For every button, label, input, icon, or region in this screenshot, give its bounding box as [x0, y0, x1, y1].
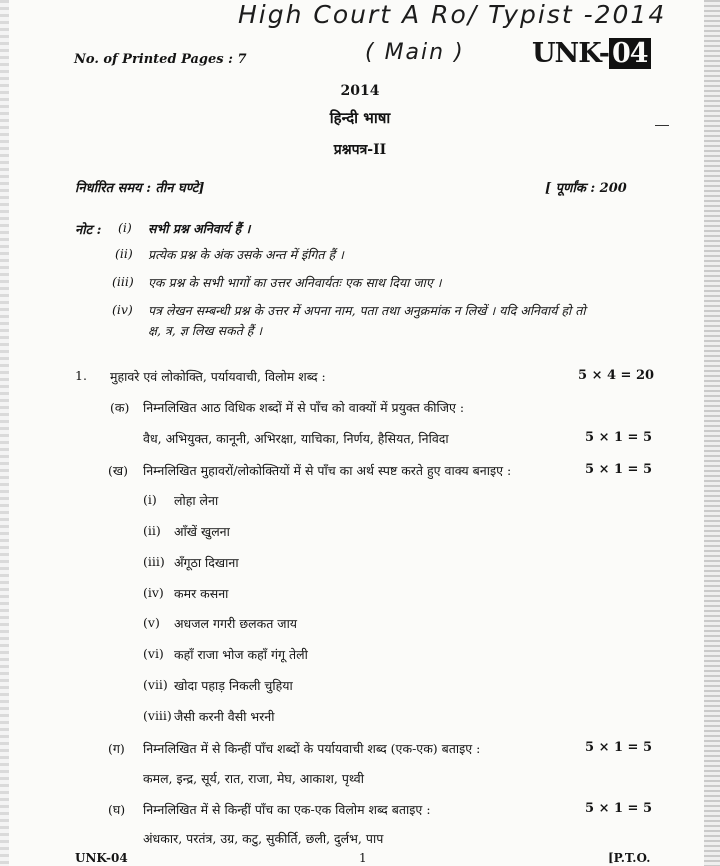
margin-dash	[655, 125, 669, 126]
idiom-text: कमर कसना	[174, 586, 229, 601]
part-marks: 5 × 1 = 5	[585, 801, 653, 816]
idiom-num: (v)	[143, 615, 160, 630]
part-text: निम्नलिखित मुहावरों/लोकोक्तियों में से पाँच का अर्थ स्पष्ट करते हुए वाक्य बनाइए :	[143, 463, 512, 478]
idiom-num: (iii)	[143, 554, 165, 569]
idiom-text: कहाँ राजा भोज कहाँ गंगू तेली	[174, 647, 308, 662]
idiom-num: (viii)	[143, 708, 172, 723]
idiom-num: (iv)	[143, 585, 164, 600]
idiom-text: आँखें खुलना	[174, 524, 230, 539]
scan-right-edge	[704, 0, 720, 866]
part-text: निम्नलिखित में से किन्हीं पाँच का एक-एक विलोम शब्द बताइए :	[143, 802, 431, 817]
part-text: निम्नलिखित में से किन्हीं पाँच शब्दों के पर्यायवाची शब्द (एक-एक) बताइए :	[143, 741, 481, 756]
subject-title: हिन्दी भाषा	[329, 109, 391, 127]
part-marks: 5 × 1 = 5	[585, 462, 653, 477]
note-text: एक प्रश्न के सभी भागों का उत्तर अनिवार्यतः एक साथ दिया जाए ।	[148, 275, 442, 290]
paper-code-number: 04	[609, 38, 651, 69]
idiom-text: जैसी करनी वैसी भरनी	[174, 709, 275, 724]
word-list: वैध, अभियुक्त, कानूनी, अभिरक्षा, याचिका, निर्णय, हैसियत, निविदा	[143, 431, 449, 446]
paper-code-prefix: UNK-	[532, 38, 609, 69]
paper-code	[532, 38, 651, 69]
part-label: (ग)	[108, 741, 125, 756]
note-text-continued: क्ष, त्र, ज्ञ लिख सकते हैं ।	[148, 323, 263, 338]
idiom-num: (i)	[143, 492, 157, 507]
note-num: (iv)	[112, 302, 133, 317]
note-text: सभी प्रश्न अनिवार्य हैं ।	[148, 221, 251, 236]
part-label: (क)	[110, 400, 130, 415]
time-allowed: निर्धारित समय : तीन घण्टे]	[75, 181, 205, 196]
idiom-text: लोहा लेना	[174, 493, 219, 508]
handwritten-line1: High Court A Ro/ Typist -2014	[238, 0, 667, 29]
please-turn-over: [P.T.O.	[608, 851, 651, 865]
scan-left-edge	[0, 0, 9, 866]
footer-code: UNK-04	[75, 851, 128, 865]
page-number: 1	[359, 851, 367, 865]
printed-pages: No. of Printed Pages : 7	[74, 52, 247, 67]
note-num: (ii)	[115, 246, 133, 261]
maximum-marks: [ पूर्णांक : 200	[545, 181, 627, 196]
idiom-text: अँगूठा दिखाना	[174, 555, 239, 570]
exam-year: 2014	[340, 83, 380, 99]
note-num: (i)	[118, 220, 132, 235]
note-text: प्रत्येक प्रश्न के अंक उसके अन्त में इंगित हैं ।	[148, 247, 344, 262]
question-text: मुहावरे एवं लोकोक्ति, पर्यायवाची, विलोम शब्द :	[110, 369, 326, 384]
question-number: 1.	[75, 368, 87, 383]
part-label: (घ)	[108, 802, 126, 817]
part-text: निम्नलिखित आठ विधिक शब्दों में से पाँच को वाक्यों में प्रयुक्त कीजिए :	[143, 400, 465, 415]
note-text: पत्र लेखन सम्बन्धी प्रश्न के उत्तर में अपना नाम, पता तथा अनुक्रमांक न लिखें । यदि अनिवार्य हो तो	[148, 303, 586, 318]
paper-title: प्रश्नपत्र-II	[333, 142, 387, 158]
idiom-text: अधजल गगरी छलकत जाय	[174, 616, 298, 631]
idiom-num: (vii)	[143, 677, 168, 692]
part-marks: 5 × 1 = 5	[585, 430, 653, 445]
idiom-num: (vi)	[143, 646, 164, 661]
note-num: (iii)	[112, 274, 134, 289]
idiom-num: (ii)	[143, 523, 161, 538]
word-list: अंधकार, परतंत्र, उग्र, कटु, सुकीर्ति, छली, दुर्लभ, पाप	[143, 831, 384, 846]
part-marks: 5 × 1 = 5	[585, 740, 653, 755]
note-label: नोट :	[75, 223, 102, 238]
handwritten-line2: ( Main )	[365, 40, 465, 65]
idiom-text: खोदा पहाड़ निकली चुहिया	[174, 678, 293, 693]
question-marks: 5 × 4 = 20	[578, 368, 655, 383]
word-list: कमल, इन्द्र, सूर्य, रात, राजा, मेघ, आकाश, पृथ्वी	[143, 771, 364, 786]
part-label: (ख)	[108, 463, 128, 478]
